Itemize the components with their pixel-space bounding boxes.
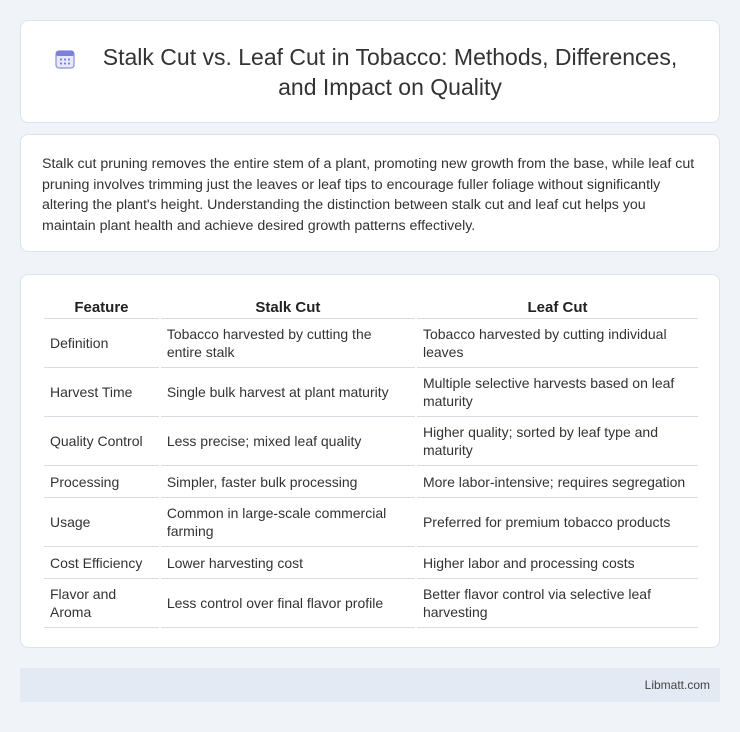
header-leaf-cut: Leaf Cut: [417, 295, 698, 319]
leaf-cut-cell: Tobacco harvested by cutting individual leaves: [417, 319, 698, 368]
intro-paragraph: Stalk cut pruning removes the entire stem of a plant, promoting new growth from the base, while leaf cut pruning involves trimming just the leaves or leaf tips to encourage fuller foliage without significantly altering the plant's height. Understanding the distinction between stalk cut and leaf cut helps you maintain plant health and achieve desired growth patterns effectively.: [42, 156, 695, 234]
table-row: [44, 368, 698, 417]
stalk-cut-cell: Single bulk harvest at plant maturity: [161, 368, 415, 417]
leaf-cut-cell: Preferred for premium tobacco products: [417, 498, 698, 547]
stalk-cut-cell: Less precise; mixed leaf quality: [161, 417, 415, 466]
leaf-cut-cell: Higher quality; sorted by leaf type and maturity: [417, 417, 698, 466]
leaf-cut-cell: More labor-intensive; requires segregation: [417, 466, 698, 498]
footer-brand-link[interactable]: Libmatt.com: [644, 678, 710, 692]
table-row: [44, 579, 698, 628]
feature-cell: Harvest Time: [44, 368, 159, 417]
table-row: [44, 498, 698, 547]
table-row: [44, 466, 698, 498]
table-header-row: [44, 295, 698, 319]
feature-cell: Processing: [44, 466, 159, 498]
leaf-cut-cell: Better flavor control via selective leaf harvesting: [417, 579, 698, 628]
stalk-cut-cell: Less control over final flavor profile: [161, 579, 415, 628]
footer-bar: [20, 668, 720, 702]
feature-cell: Usage: [44, 498, 159, 547]
header-feature: Feature: [44, 295, 159, 319]
header-stalk-cut: Stalk Cut: [161, 295, 415, 319]
feature-cell: Cost Efficiency: [44, 547, 159, 579]
comparison-table: [42, 295, 700, 628]
leaf-cut-cell: Multiple selective harvests based on leaf maturity: [417, 368, 698, 417]
stalk-cut-cell: Tobacco harvested by cutting the entire stalk: [161, 319, 415, 368]
leaf-cut-cell: Higher labor and processing costs: [417, 547, 698, 579]
page-title: Stalk Cut vs. Leaf Cut in Tobacco: Methods, Differences, and Impact on Quality: [102, 43, 678, 100]
intro-card: [20, 134, 720, 252]
feature-cell: Definition: [44, 319, 159, 368]
stalk-cut-cell: Simpler, faster bulk processing: [161, 466, 415, 498]
stalk-cut-cell: Lower harvesting cost: [161, 547, 415, 579]
stalk-cut-cell: Common in large-scale commercial farming: [161, 498, 415, 547]
feature-cell: Flavor and Aroma: [44, 579, 159, 628]
table-row: [44, 417, 698, 466]
comparison-card: [20, 274, 720, 648]
header-card: [20, 20, 720, 123]
feature-cell: Quality Control: [44, 417, 159, 466]
table-row: [44, 547, 698, 579]
table-row: [44, 319, 698, 368]
